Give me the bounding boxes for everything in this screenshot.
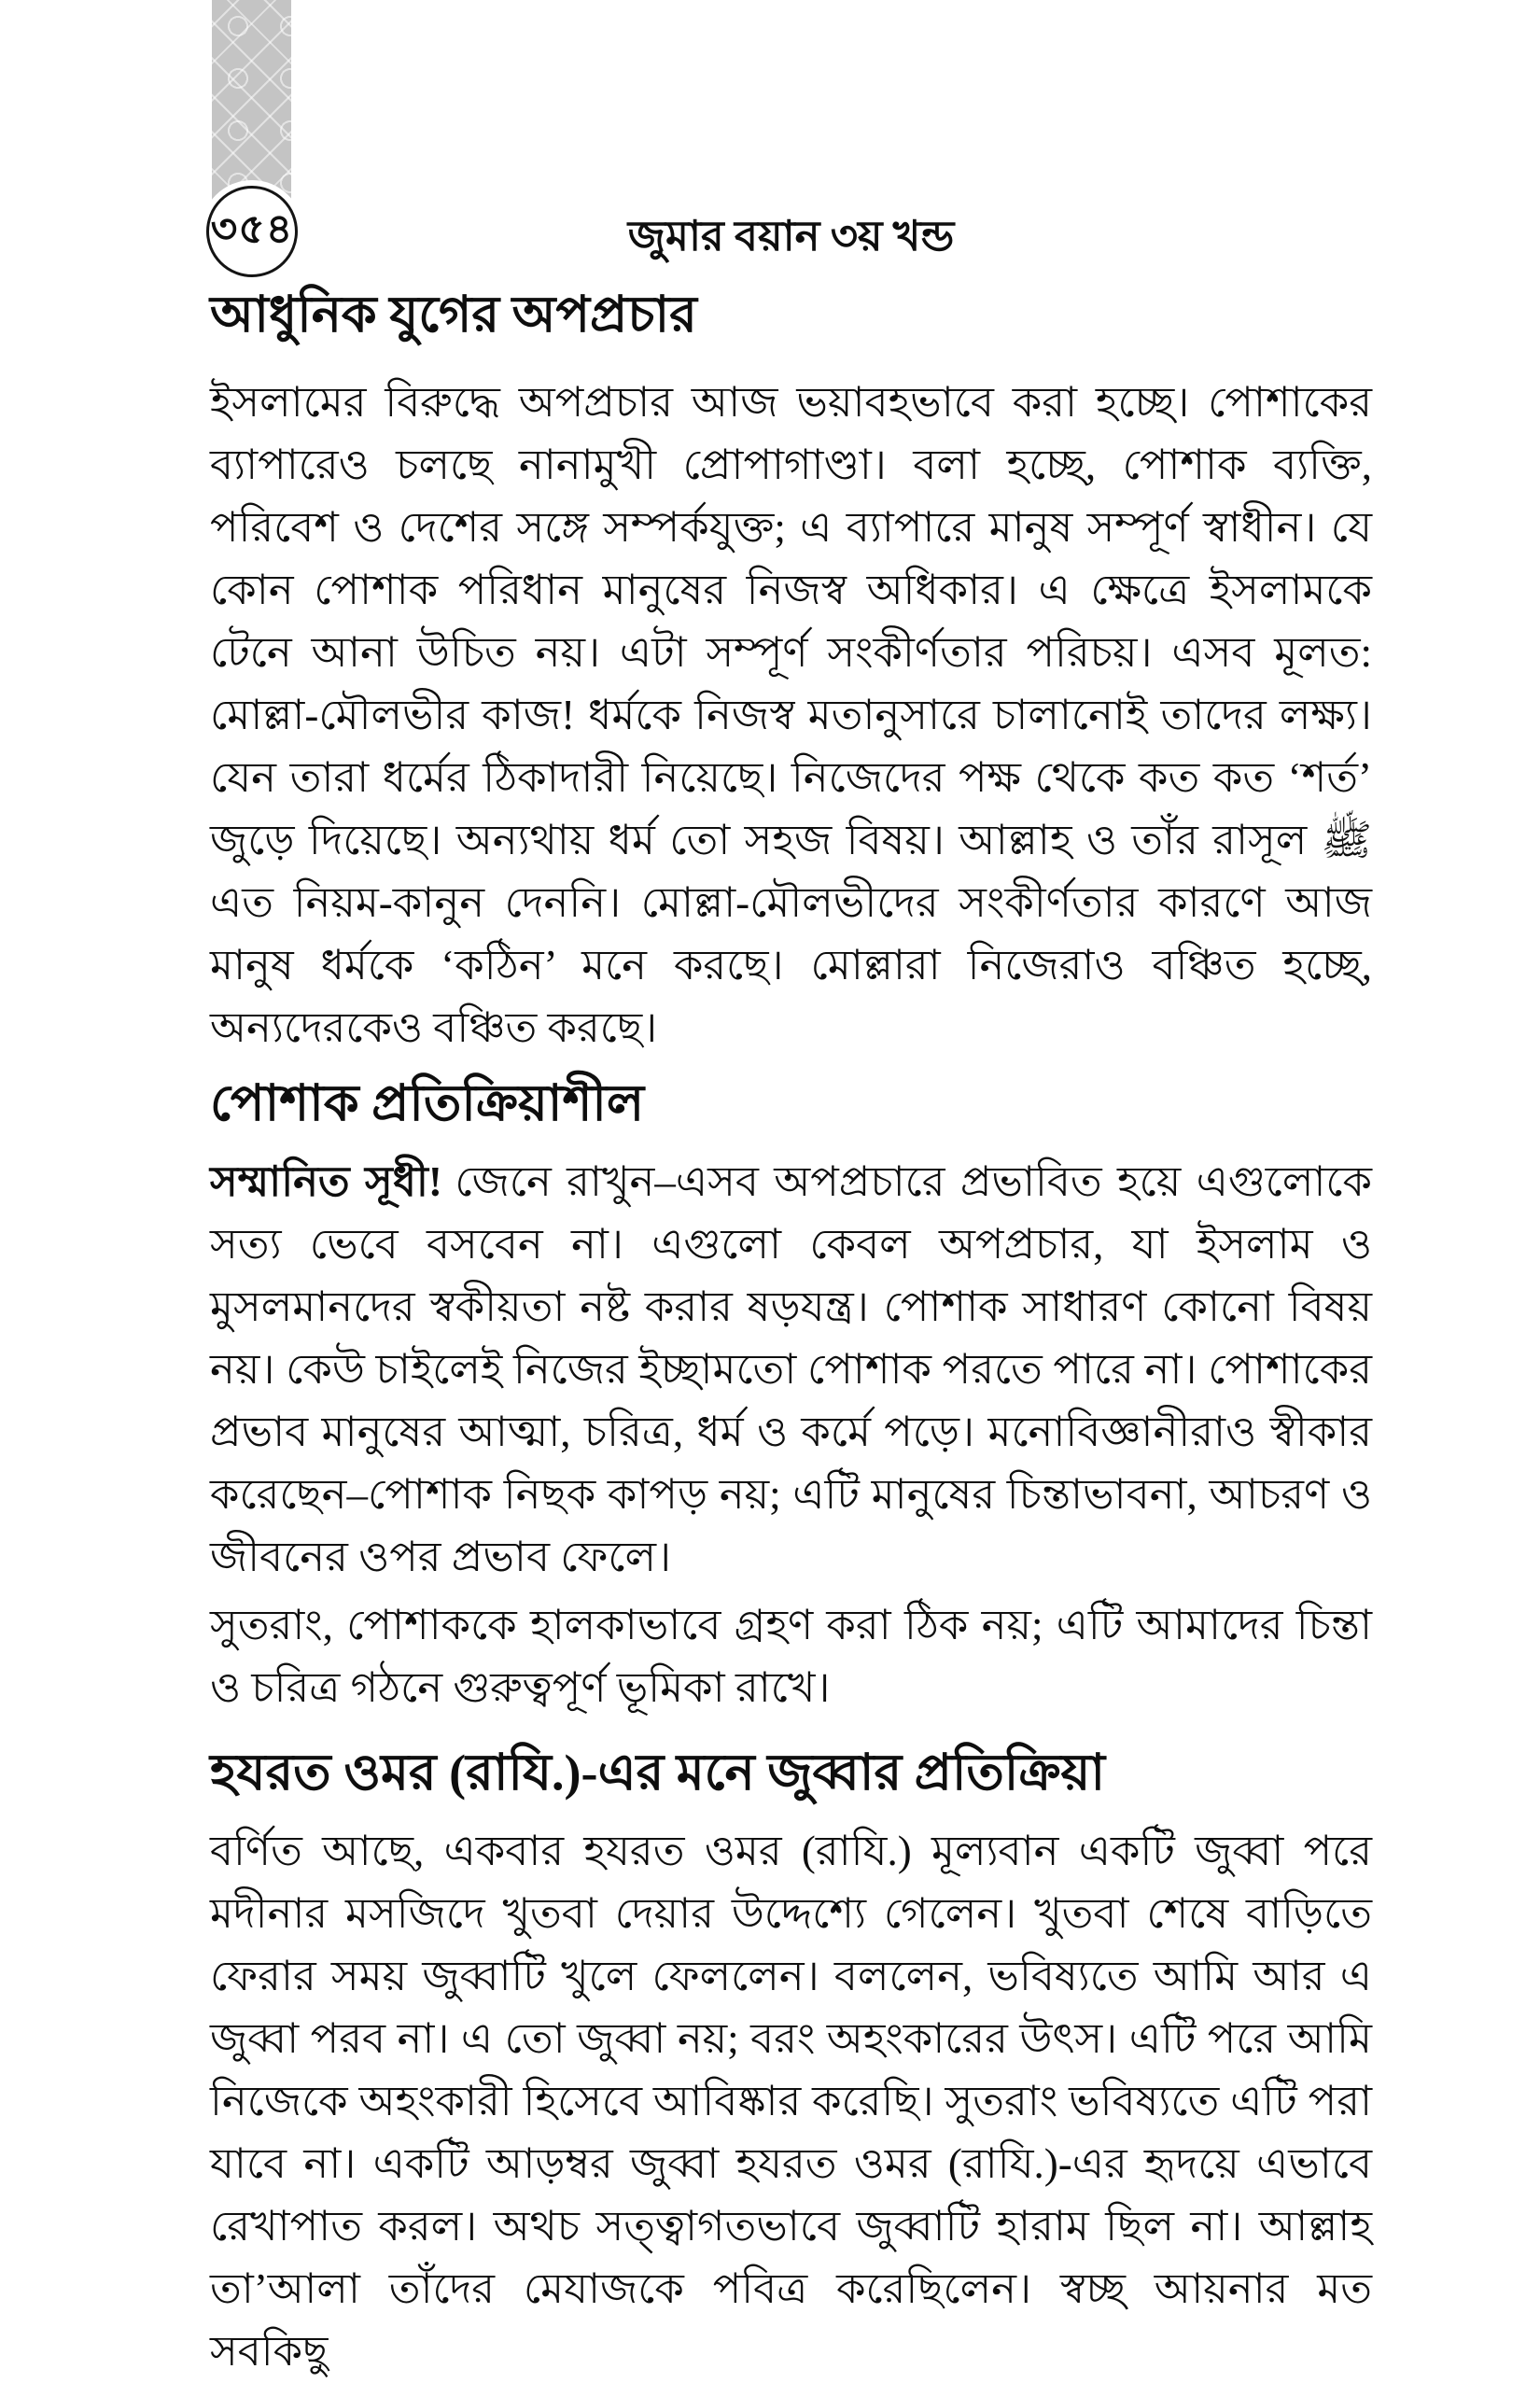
- section-heading-dress-reaction: পোশাক প্রতিক্রিয়াশীল: [210, 1075, 645, 1131]
- page-number: ৩৫৪: [210, 205, 294, 252]
- salutation-bold: সম্মানিত সূধী!: [210, 1158, 442, 1205]
- paragraph-dress-warning: [210, 1151, 1372, 1589]
- paragraph-umar-story: বর্ণিত আছে, একবার হযরত ওমর (রাযি.) মূল্যবান একটি জুব্বা পরে মদীনার মসজিদে খুতবা দেয়ার উদ্দেশ্যে গেলেন। খুতবা শেষে বাড়িতে ফেরার সময় জুব্বাটি খুলে ফেললেন। বললেন, ভবিষ্যতে আমি আর এ জুব্বা পরব না। এ তো জুব্বা নয়; বরং অহংকারের উৎস। এটি পরে আমি নিজেকে অহংকারী হিসেবে আবিষ্কার করেছি। সুতরাং ভবিষ্যতে এটি পরা যাবে না। একটি আড়ম্বর জুব্বা হযরত ওমর (রাযি.)-এর হৃদয়ে এভাবে রেখাপাত করল। অথচ সত্ত্বাগতভাবে জুব্বাটি হারাম ছিল না। আল্লাহ তা’আলা তাঁদের মেযাজকে পবিত্র করেছিলেন। স্বচ্ছ আয়নার মত সবকিছু: [210, 1828, 1372, 2375]
- paragraph-dress-conclusion: সুতরাং, পোশাককে হালকাভাবে গ্রহণ করা ঠিক নয়; এটি আমাদের চিন্তা ও চরিত্র গঠনে গুরুত্বপূর্ণ ভূমিকা রাখে।: [210, 1602, 1372, 1711]
- running-header: জুমার বয়ান ৩য় খন্ড: [627, 213, 955, 259]
- page-content: [210, 0, 1372, 2383]
- section-heading-umar-jubba: হযরত ওমর (রাযি.)-এর মনে জুব্বার প্রতিক্রিয়া: [210, 1745, 1105, 1801]
- paragraph-dress-warning-text: জেনে রাখুন–এসব অপপ্রচারে প্রভাবিত হয়ে এগুলোকে সত্য ভেবে বসবেন না। এগুলো কেবল অপপ্রচার, যা ইসলাম ও মুসলমানদের স্বকীয়তা নষ্ট করার ষড়যন্ত্র। পোশাক সাধারণ কোনো বিষয় নয়। কেউ চাইলেই নিজের ইচ্ছামতো পোশাক পরতে পারে না। পোশাকের প্রভাব মানুষের আত্মা, চরিত্র, ধর্ম ও কর্মে পড়ে। মনোবিজ্ঞানীরাও স্বীকার করেছেন–পোশাক নিছক কাপড় নয়; এটি মানুষের চিন্তাভাবনা, আচরণ ও জীবনের ওপর প্রভাব ফেলে।: [210, 1158, 1372, 1580]
- paragraph-propaganda: ইসলামের বিরুদ্ধে অপপ্রচার আজ ভয়াবহভাবে করা হচ্ছে। পোশাকের ব্যাপারেও চলছে নানামুখী প্রোপাগাণ্ডা। বলা হচ্ছে, পোশাক ব্যক্তি, পরিবেশ ও দেশের সঙ্গে সম্পর্কযুক্ত; এ ব্যাপারে মানুষ সম্পূর্ণ স্বাধীন। যে কোন পোশাক পরিধান মানুষের নিজস্ব অধিকার। এ ক্ষেত্রে ইসলামকে টেনে আনা উচিত নয়। এটা সম্পূর্ণ সংকীর্ণতার পরিচয়। এসব মূলত: মোল্লা-মৌলভীর কাজ! ধর্মকে নিজস্ব মতানুসারে চালানোই তাদের লক্ষ্য। যেন তারা ধর্মের ঠিকাদারী নিয়েছে। নিজেদের পক্ষ থেকে কত কত ‘শর্ত’ জুড়ে দিয়েছে। অন্যথায় ধর্ম তো সহজ বিষয়। আল্লাহ ও তাঁর রাসূল ﷺ এত নিয়ম-কানুন দেননি। মোল্লা-মৌলভীদের সংকীর্ণতার কারণে আজ মানুষ ধর্মকে ‘কঠিন’ মনে করছে। মোল্লারা নিজেরাও বঞ্চিত হচ্ছে, অন্যদেরকেও বঞ্চিত করছে।: [210, 379, 1372, 1051]
- section-heading-modern-propaganda: আধুনিক যুগের অপপ্রচার: [210, 287, 697, 343]
